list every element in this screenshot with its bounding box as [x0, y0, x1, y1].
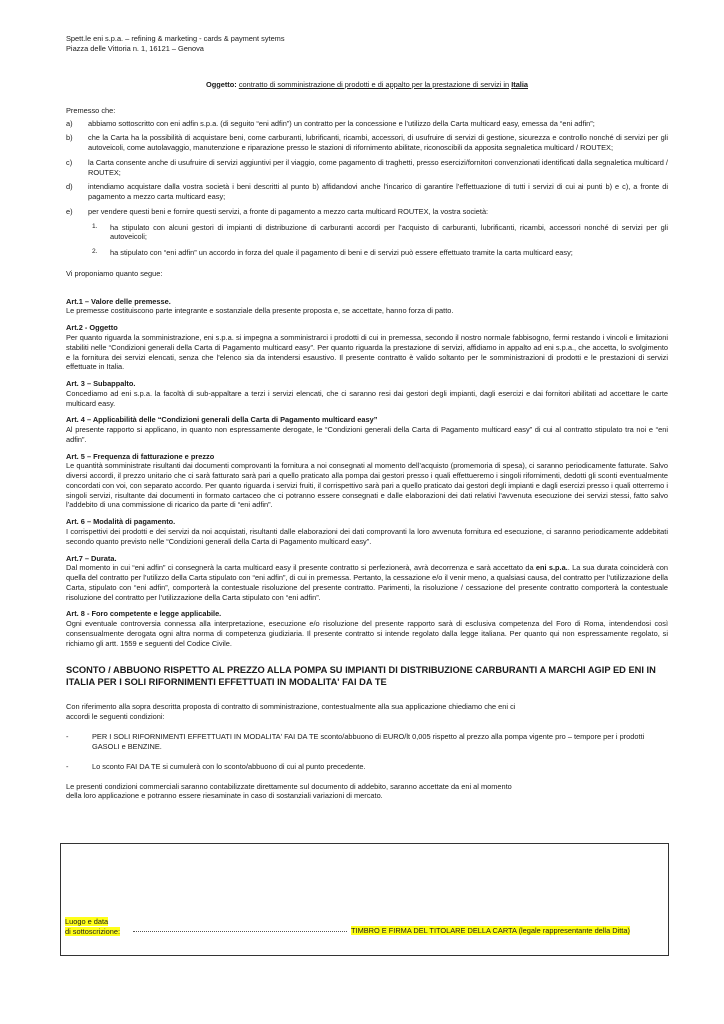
premise-item [66, 207, 668, 217]
condition-dash: - [66, 761, 69, 771]
subject-line [66, 80, 668, 90]
subject-country: Italia [511, 79, 529, 89]
sconto-closing-line-2: della loro applicazione e potranno essere riesaminate in caso di sostanziali variazioni di mercato. [66, 791, 383, 801]
premise-label: a) [66, 118, 73, 128]
articles-section [66, 297, 668, 649]
premise-label: d) [66, 182, 73, 192]
sconto-closing-line-1: Le presenti condizioni commerciali saranno contabilizzate direttamente sul documento di addebito, saranno accettate da eni al momento [66, 781, 512, 791]
article-title: Art.1 – Valore delle premesse. [66, 296, 171, 306]
place-date-dotted-line[interactable] [133, 930, 347, 932]
subitem-text: ha stipulato con alcuni gestori di impianti di distribuzione di carburanti accordi per l’acquisto di carburanti, lubrificanti, ricambi, accessori nonché di servizi per gli autoveicoli; [110, 222, 668, 242]
article-body: Le quantità somministrate risultanti dai documenti comprovanti la fornitura a noi consegnati al momento dell’acquisto (promemoria di spesa), ci saranno periodicamente fatturate. Salvo diversi accordi, il prezzo unitario che ci sarà fatturato sarà pari a quello praticato alla pompa dai gestori presso i quali effettueremo i singoli rifornimenti, dedotti gli sconti eventualmente concordati con voi, con separato accordo. Per quanto riguarda i servizi fruiti, il corrispettivo sarà pari a quello praticato dai gestori degli impianti e dagli esercizi presso i quali otterremo i singoli servizi, risultante dai documenti in formato cartaceo che ci potranno essere consegnati e dalle elaborazioni dei dati relativi l’avvenuta esecuzione dei servizi stessi, fatto salvo l’addebito di una commissione di ricarico da parte di “eni adfin”. [66, 461, 668, 510]
sconto-title: SCONTO / ABBUONO RISPETTO AL PREZZO ALLA POMPA SU IMPIANTI DI DISTRIBUZIONE CARBURANTI A MARCHI AGIP ED ENI IN ITALIA PER I SOLI RIFORNIMENTI EFFETTUATI IN MODALITA' FAI DA TE [66, 665, 656, 687]
condition-text: PER I SOLI RIFORNIMENTI EFFETTUATI IN MODALITA' FAI DA TE sconto/abbuono di EURO/lt 0,005 rispetto al prezzo alla pompa vigente pro – tempore per i prodotti GASOLI e BENZINE. [92, 732, 645, 752]
article-5 [66, 452, 668, 511]
article-body-bold: eni s.p.a. [535, 563, 568, 573]
article-2 [66, 323, 668, 372]
article-title: Art. 3 – Subappalto. [66, 379, 136, 389]
article-body: Ogni eventuale controversia connessa alla interpretazione, esecuzione e/o risoluzione del presente rapporto sarà di esclusiva competenza del Foro di Roma, intendendosi così consensualmente derogata ogni altra norma di competenza giudiziaria. Il presente contratto si intende regolato dalla legge italiana. Per quanto qui non espressamente regolato, si richiamo gli artt. 1559 e seguenti del Codice Civile. [66, 619, 668, 648]
article-3 [66, 379, 668, 408]
place-date-line-1: Luogo e data [65, 917, 109, 926]
proposal-line: Vi proponiamo quanto segue: [66, 268, 163, 278]
premise-item [66, 133, 668, 153]
condition-dash: - [66, 732, 69, 742]
article-4 [66, 415, 668, 444]
article-1 [66, 297, 668, 317]
article-title: Art. 6 – Modalità di pagamento. [66, 517, 176, 527]
stamp-signature-text: TIMBRO E FIRMA DEL TITOLARE DELLA CARTA (legale rappresentante della Ditta) [351, 926, 630, 935]
subject-text: contratto di somministrazione di prodotti e di appalto per la prestazione di servizi in [238, 79, 510, 89]
premise-text: la Carta consente anche di usufruire di servizi aggiuntivi per il viaggio, come pagamento di traghetti, presso esercizi/fornitori convenzionati identificati dalla segnaletica multicard / ROUTEX; [88, 157, 668, 177]
sconto-intro-line-2: accordi le seguenti condizioni: [66, 711, 165, 721]
premise-item [66, 119, 668, 129]
premise-text: abbiamo sottoscritto con eni adfin s.p.a. (di seguito “eni adfin”) un contratto per la concessione e l’utilizzo della Carta multicard easy, emessa da “eni adfin”; [88, 118, 595, 128]
premise-subitem [92, 223, 668, 243]
article-body: Per quanto riguarda la somministrazione, eni s.p.a. si impegna a somministrarci i prodotti di cui in premessa, secondo il nostro normale fabbisogno, fermi restando i vincoli e limitazioni stabiliti nelle “Condizioni generali della Carta di Pagamento multicard easy”. Per quanto riguarda la prestazione di servizi, affidiamo in appalto ad eni s.p.a., che accetta, lo svolgimento e la fornitura dei servizi elencati, senza che l’elenco sia da intendersi esaustivo. Il presente contratto è valido soltanto per le somministrazioni di prodotti e le prestazioni di servizi effettuate in Italia. [66, 332, 668, 372]
stamp-signature-label [351, 926, 630, 936]
addressee-line-1: Spett.le eni s.p.a. – refining & marketing - cards & payment sytems [66, 34, 285, 43]
premise-label: b) [66, 133, 73, 143]
sconto-condition [66, 762, 668, 772]
article-title: Art.7 – Durata. [66, 553, 117, 563]
premise-text: per vendere questi beni e fornire questi servizi, a fronte di pagamento a mezzo carta multicard ROUTEX, la vostra società: [88, 206, 489, 216]
premise-item [66, 158, 668, 178]
sconto-intro-line-1: Con riferimento alla sopra descritta proposta di contratto di somministrazione, contestualmente alla sua applicazione chiediamo che eni ci [66, 701, 516, 711]
article-title: Art. 4 – Applicabilità delle “Condizioni generali della Carta di Pagamento multicard easy” [66, 415, 378, 425]
article-title: Art. 5 – Frequenza di fatturazione e prezzo [66, 451, 215, 461]
article-body-post: . La sua durata coinciderà con quella del contratto per l’utilizzo della Carta stipulato con “eni adfin”, di cui in premessa. Pertanto, la cessazione e/o il venir meno, a qualsiasi causa, del contratto per l’utilizzazione della Carta, stipulato con “eni adfin”, comporterà la contestuale risoluzione del presente contratto. Parimenti, la risoluzione / cessazione del presente contratto comporterà la contestuale risoluzione del contratto per l’utilizzazione della Carta stipulato con “eni adfin”. [66, 563, 668, 602]
subitem-number: 1. [92, 222, 98, 230]
sconto-condition [66, 732, 668, 752]
article-body: Al presente rapporto si applicano, in quanto non espressamente derogate, le “Condizioni generali della Carta di Pagamento multicard easy” di cui al contratto stipulato tra noi e “eni adfin”. [66, 425, 668, 444]
premises-list [66, 119, 668, 258]
article-body-pre: Dal momento in cui “eni adfin” ci consegnerà la carta multicard easy il presente contratto si perfezionerà, avrà decorrenza e sarà accettato da [66, 563, 536, 573]
addressee-block [66, 34, 668, 54]
article-8 [66, 609, 668, 648]
condition-text: Lo sconto FAI DA TE si cumulerà con lo sconto/abbuono di cui al punto precedente. [92, 761, 366, 771]
premise-text: intendiamo acquistare dalla vostra società i beni descritti al punto b) affidandovi anche l’incarico di garantire l’effettuazione di tutti i servizi di cui ai punti b) e c), a fronte di pagamento a mezzo carta multicard easy; [88, 182, 668, 202]
subitem-number: 2. [92, 248, 98, 256]
article-6 [66, 517, 668, 546]
article-body: Le premesse costituiscono parte integrante e sostanziale della presente proposta e, se accettate, hanno forza di patto. [66, 306, 454, 316]
premise-label: c) [66, 157, 73, 167]
subject-label: Oggetto: [205, 79, 237, 89]
premise-subitem [92, 248, 668, 258]
premise-label: e) [66, 206, 73, 216]
place-date-label [65, 917, 120, 936]
article-title: Art. 8 - Foro competente e legge applicabile. [66, 609, 222, 619]
premise-text: che la Carta ha la possibilità di acquistare beni, come carburanti, lubrificanti, ricambi, accessori, di usufruire di servizi di gestione, sicurezza e controllo nonché di servizi per gli autoveicoli, come autolavaggio, manutenzione e riparazione presso le stazioni di rifornimento abilitate, riconoscibili da apposita segnaletica multicard / ROUTEX; [88, 133, 668, 153]
subitem-text: ha stipulato con “eni adfin” un accordo in forza del quale il pagamento di beni e di servizi può essere effettuato tramite la carta multicard easy; [110, 248, 573, 258]
article-title: Art.2 - Oggetto [66, 323, 118, 333]
addressee-line-2: Piazza delle Vittoria n. 1, 16121 – Genova [66, 43, 204, 53]
article-body [66, 563, 668, 602]
article-body: I corrispettivi dei prodotti e dei servizi da noi acquistati, risultanti dalle elaborazioni dei dati comprovanti la loro avvenuta fornitura ed esecuzione, ci saranno periodicamente addebitati secondo quanto previsto nelle “Condizioni generali della Carta di Pagamento multicard easy”. [66, 527, 668, 546]
sconto-intro [66, 702, 668, 722]
signature-box[interactable] [60, 843, 669, 956]
article-body: Concediamo ad eni s.p.a. la facoltà di sub-appaltare a terzi i servizi elencati, che ci saranno resi dai gestori degli impianti, dagli esercizi e dai fornitori abilitati ad accettare le carte multicard easy. [66, 388, 668, 408]
premise-item [66, 182, 668, 202]
sconto-closing [66, 782, 668, 802]
premesso-heading: Premesso che: [66, 105, 116, 115]
article-7 [66, 554, 668, 603]
place-date-line-2: di sottoscrizione: [65, 926, 121, 936]
